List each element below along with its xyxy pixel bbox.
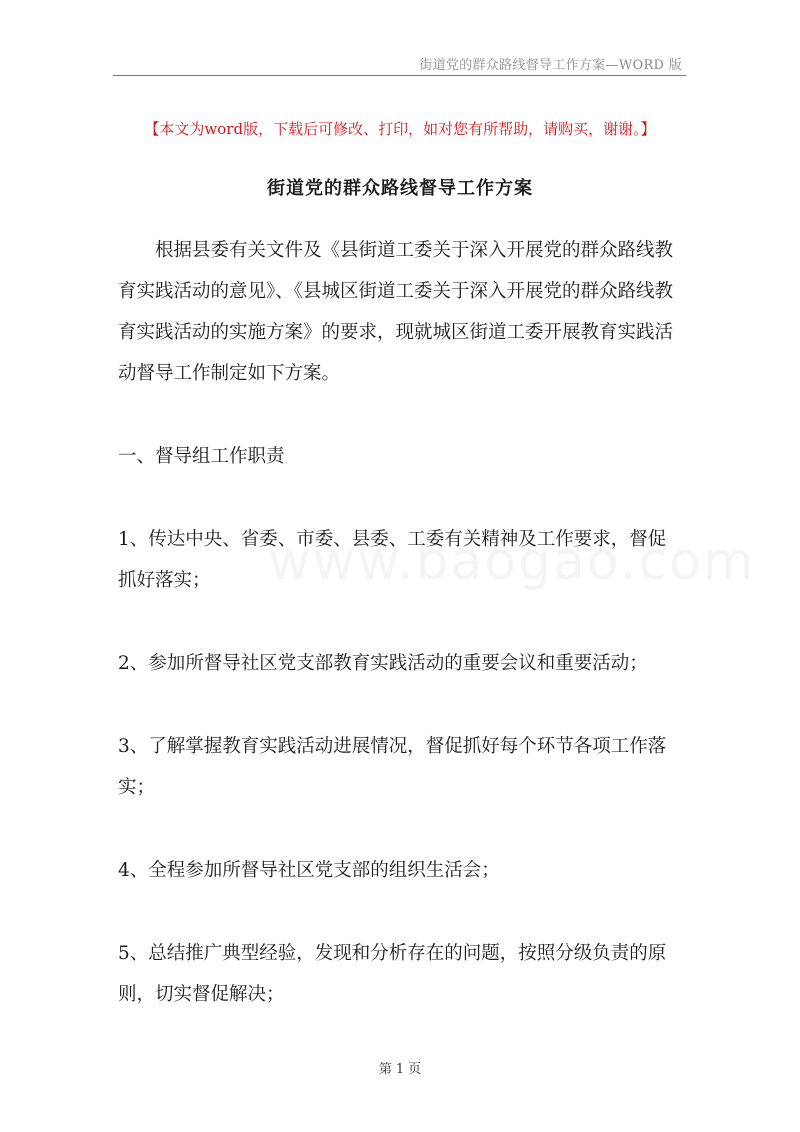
list-item: 4、全程参加所督导社区党支部的组织生活会； [118,860,500,881]
list-item: 1、传达中央、省委、市委、县委、工委有关精神及工作要求，督促抓好落实； [118,529,667,591]
page-label-prefix: 第 [378,1062,392,1077]
intro-paragraph: 根据县委有关文件及《县街道工委关于深入开展党的群众路线教育实践活动的意见》、《县城区街道工委关于深入开展党的群众路线教育实践活动的实施方案》的要求，现就城区街道工委开展教育实践活动督导工作制定如下方案。 [118,240,674,384]
list-item: 5、总结推广典型经验，发现和分析存在的问题，按照分级负责的原则，切实督促解决； [118,943,667,1005]
document-body [118,230,684,1015]
section-heading: 一、督导组工作职责 [118,446,285,467]
document-title: 街道党的群众路线督导工作方案 [267,178,533,199]
header-divider [113,75,686,76]
list-item: 3、了解掌握教育实践活动进展情况，督促抓好每个环节各项工作落实； [118,736,667,798]
page-label-suffix: 页 [408,1062,422,1077]
running-header: 街道党的群众路线督导工作方案—WORD 版 [419,58,682,73]
download-notice: 【本文为word版，下载后可修改、打印，如对您有所帮助，请购买，谢谢。】 [144,120,656,138]
page-number: 1 [395,1062,405,1077]
list-item: 2、参加所督导社区党支部教育实践活动的重要会议和重要活动； [118,653,648,674]
page-footer [0,1058,800,1077]
